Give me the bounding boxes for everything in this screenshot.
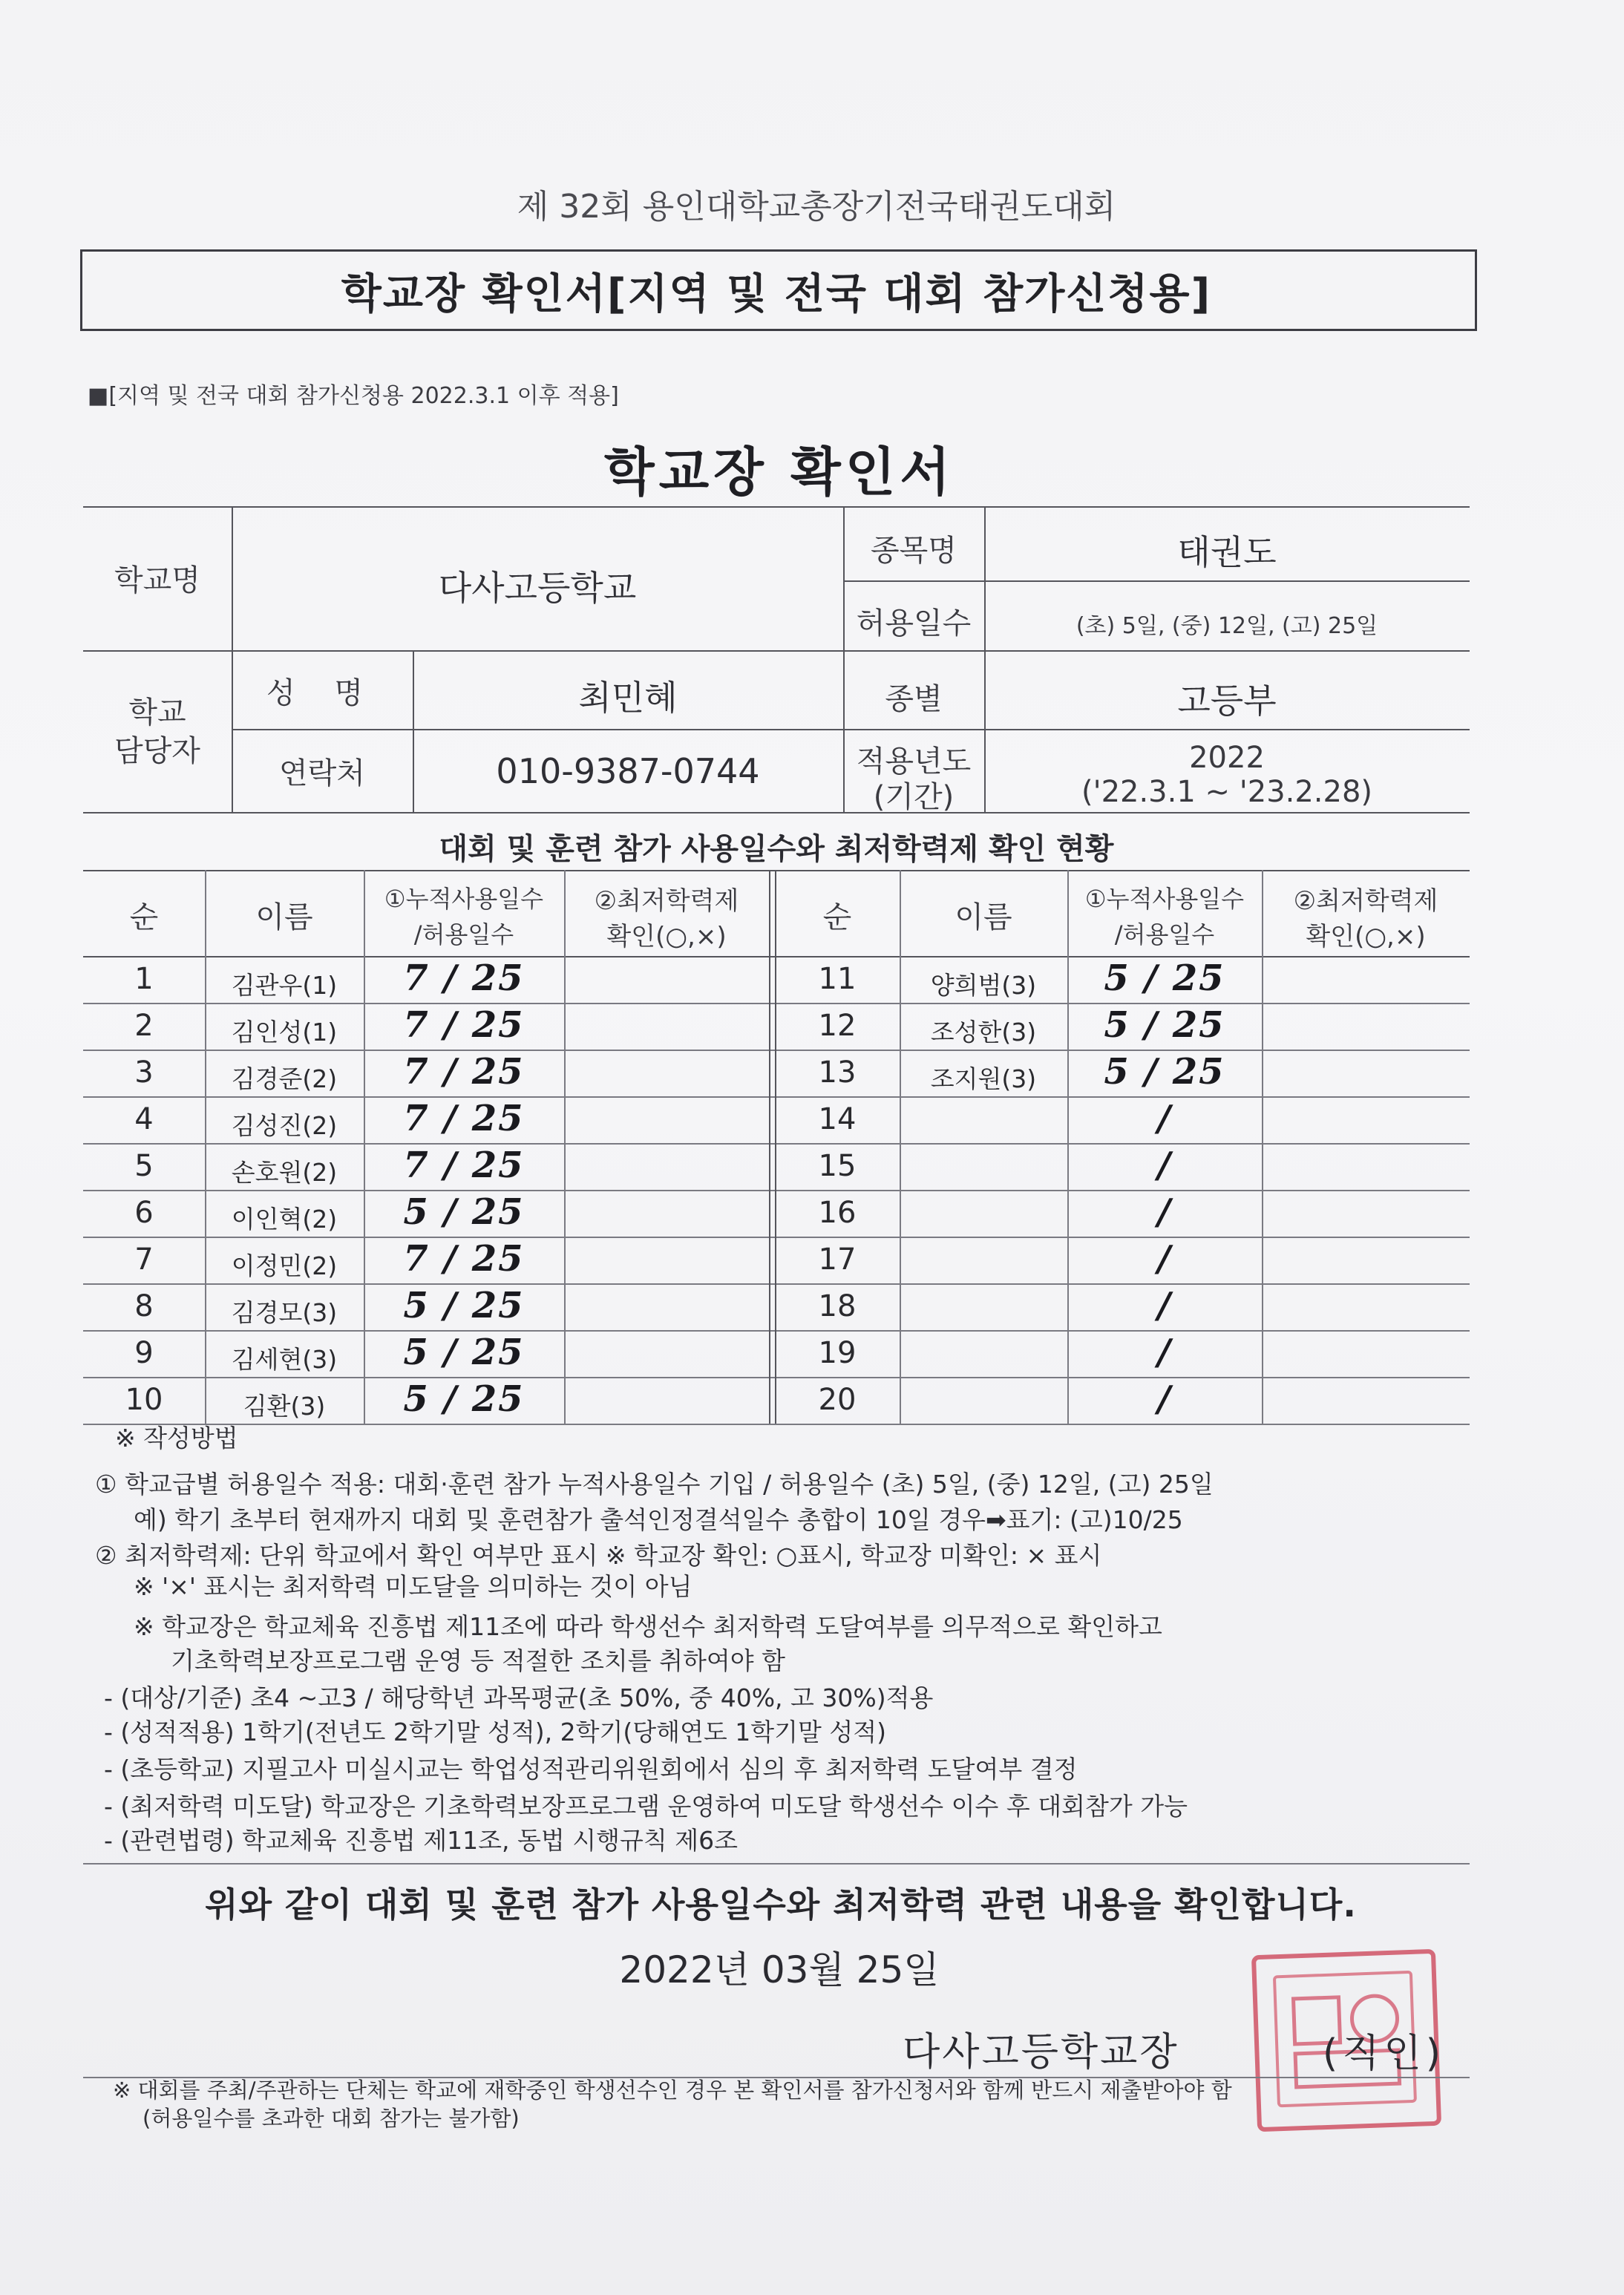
confirm-text: 위와 같이 대회 및 훈련 참가 사용일수와 최저학력 관련 내용을 확인합니다.	[205, 1885, 1357, 1925]
row-used-days: 7 / 25	[403, 1145, 525, 1186]
header-check-1: ②최저학력제	[1293, 886, 1438, 916]
row-used-days: /	[1157, 1378, 1172, 1420]
allowed-label: 허용일수	[856, 606, 972, 641]
row-number: 5	[134, 1149, 154, 1183]
header-check-2: 확인(○,×)	[606, 922, 727, 952]
row-number: 3	[134, 1055, 154, 1090]
year-value-2: ('22.3.1 ~ '23.2.28)	[1081, 775, 1373, 809]
sport-label: 종목명	[871, 534, 957, 568]
row-student-name: 김성진(2)	[231, 1111, 338, 1140]
row-student-name: 손호원(2)	[231, 1158, 338, 1187]
row-check-cell	[1262, 1096, 1470, 1143]
event-title: 제 32회 용인대학교총장기전국태권도대회	[517, 188, 1116, 226]
row-used-days: 7 / 25	[403, 1098, 525, 1139]
row-used-days: 5 / 25	[403, 1285, 525, 1326]
info-bottom-line	[83, 812, 1470, 813]
info-top-line	[83, 506, 1470, 508]
row-check-cell	[1262, 1237, 1470, 1283]
row-number: 4	[134, 1102, 154, 1136]
row-used-days: 7 / 25	[403, 957, 525, 999]
note-line-8: - (성적적용) 1학기(전년도 2학기말 성적), 2학기(당해연도 1학기말 성적)	[104, 1718, 887, 1746]
row-used-days: 7 / 25	[403, 1004, 525, 1046]
row-used-days: 5 / 25	[1104, 1051, 1225, 1093]
banner-title: 학교장 확인서[지역 및 전국 대회 참가신청용]	[341, 270, 1212, 318]
row-check-cell	[1262, 1050, 1470, 1096]
header-days-1: ①누적사용일수	[384, 885, 544, 913]
row-number: 2	[134, 1009, 154, 1043]
sport-value: 태권도	[1177, 532, 1277, 572]
row-check-cell	[564, 1190, 769, 1237]
row-student-name: 김경모(3)	[231, 1298, 338, 1327]
footer-note-1: ※ 대회를 주최/주관하는 단체는 학교에 재학중인 학생선수인 경우 본 확인서를 참가신청서와 함께 반드시 제출받아야 함	[113, 2078, 1232, 2103]
row-check-cell	[1262, 1003, 1470, 1050]
row-used-days: 5 / 25	[403, 1378, 525, 1420]
row-student-name: 김관우(1)	[231, 971, 338, 1000]
row-number: 13	[818, 1055, 857, 1090]
contact-value: 010-9387-0744	[496, 751, 760, 791]
allowed-value: (초) 5일, (중) 12일, (고) 25일	[1075, 613, 1378, 639]
row-number: 8	[134, 1289, 154, 1323]
row-used-days: /	[1157, 1285, 1172, 1326]
row-check-cell	[1262, 956, 1470, 1003]
header-check-1: ②최저학력제	[594, 886, 739, 916]
info-line-2	[83, 650, 1470, 652]
row-used-days: 7 / 25	[403, 1238, 525, 1280]
row-used-days: /	[1157, 1238, 1172, 1280]
row-student-name: 조성한(3)	[930, 1018, 1037, 1047]
row-student-name: 김환(3)	[243, 1392, 326, 1421]
row-check-cell	[564, 1330, 769, 1377]
school-value: 다사고등학교	[438, 568, 637, 608]
row-used-days: /	[1157, 1191, 1172, 1233]
header-days-2: /허용일수	[413, 920, 514, 949]
row-check-cell	[1262, 1377, 1470, 1424]
row-used-days: 5 / 25	[1104, 1004, 1225, 1046]
row-used-days: 5 / 25	[403, 1332, 525, 1373]
note-line-5: ※ 학교장은 학교체육 진흥법 제11조에 따라 학생선수 최저학력 도달여부를 의무적으로 확인하고	[134, 1612, 1162, 1641]
table-split-line-a	[769, 870, 770, 1424]
row-number: 17	[818, 1243, 857, 1277]
row-number: 15	[818, 1149, 857, 1183]
year-value-1: 2022	[1189, 741, 1265, 775]
row-used-days: 7 / 25	[403, 1051, 525, 1093]
note-line-3: ② 최저학력제: 단위 학교에서 확인 여부만 표시 ※ 학교장 확인: ○표시, 학교장 미확인: × 표시	[95, 1541, 1102, 1570]
row-number: 16	[818, 1196, 857, 1230]
note-line-7: - (대상/기준) 초4 ~고3 / 해당학년 과목평균(초 50%, 중 40%, 고 30%)적용	[104, 1683, 934, 1712]
date-text: 2022년 03월 25일	[619, 1948, 940, 1991]
row-check-cell	[1262, 1330, 1470, 1377]
row-student-name: 양희범(3)	[930, 971, 1037, 1000]
row-check-cell	[564, 1050, 769, 1096]
header-days-2: /허용일수	[1114, 920, 1215, 949]
row-number: 10	[125, 1383, 163, 1417]
row-number: 14	[818, 1102, 857, 1136]
row-number: 11	[818, 962, 857, 996]
info-line-3	[232, 729, 1470, 730]
seal-label: (직인)	[1323, 2032, 1446, 2076]
division-label: 종별	[885, 682, 943, 716]
row-used-days: /	[1157, 1098, 1172, 1139]
row-check-cell	[564, 1096, 769, 1143]
year-label-2: (기간)	[873, 780, 955, 814]
year-label-1: 적용년도	[856, 744, 972, 779]
table-row-line	[83, 1424, 1470, 1425]
row-student-name: 조지원(3)	[930, 1064, 1037, 1093]
division-value: 고등부	[1177, 681, 1277, 721]
note-line-2: 예) 학기 초부터 현재까지 대회 및 훈련참가 출석인정결석일수 총합이 10일 경우➡표기: (고)10/25	[134, 1505, 1183, 1534]
row-student-name: 이정민(2)	[231, 1251, 338, 1280]
row-number: 12	[818, 1009, 857, 1043]
row-check-cell	[564, 1377, 769, 1424]
row-check-cell	[564, 956, 769, 1003]
row-used-days: /	[1157, 1332, 1172, 1373]
doc-title: 학교장 확인서	[603, 442, 955, 502]
row-check-cell	[564, 1143, 769, 1190]
row-number: 18	[818, 1289, 857, 1323]
signer-name: 다사고등학교장	[903, 2030, 1179, 2075]
row-number: 1	[134, 962, 154, 996]
row-number: 6	[134, 1196, 154, 1230]
header-no: 순	[822, 900, 852, 934]
row-check-cell	[1262, 1190, 1470, 1237]
note-line-6: 기초학력보장프로그램 운영 등 적절한 조치를 취하여야 함	[171, 1646, 786, 1675]
row-student-name: 김경준(2)	[231, 1064, 338, 1093]
row-used-days: 5 / 25	[403, 1191, 525, 1233]
section-title: 대회 및 훈련 참가 사용일수와 최저학력제 확인 현황	[439, 832, 1114, 866]
footer-note-2: (허용일수를 초과한 대회 참가는 불가함)	[143, 2106, 520, 2131]
header-check-2: 확인(○,×)	[1306, 922, 1426, 952]
row-used-days: 5 / 25	[1104, 957, 1225, 999]
contact-label: 연락처	[279, 756, 365, 790]
table-col-line	[900, 870, 901, 1424]
name-label: 성 명	[266, 676, 378, 710]
note-line-1: ① 학교급별 허용일수 적용: 대회·훈련 참가 누적사용일수 기입 / 허용일수 (초) 5일, (중) 12일, (고) 25일	[95, 1470, 1214, 1499]
row-student-name: 이인혁(2)	[231, 1205, 338, 1234]
header-name: 이름	[955, 900, 1012, 934]
note-line-11: - (관련법령) 학교체육 진흥법 제11조, 동법 시행규칙 제6조	[104, 1826, 738, 1855]
row-check-cell	[1262, 1283, 1470, 1330]
header-no: 순	[129, 900, 159, 934]
notes-heading: ※ 작성방법	[115, 1424, 238, 1453]
header-days-1: ①누적사용일수	[1084, 885, 1245, 913]
row-number: 19	[818, 1336, 857, 1370]
row-student-name: 김인성(1)	[231, 1018, 338, 1047]
row-number: 7	[134, 1243, 154, 1277]
row-check-cell	[564, 1003, 769, 1050]
row-check-cell	[564, 1283, 769, 1330]
header-name: 이름	[255, 900, 313, 934]
row-student-name: 김세현(3)	[231, 1345, 338, 1374]
row-used-days: /	[1157, 1145, 1172, 1186]
note-line-10: - (최저학력 미도달) 학교장은 기초학력보장프로그램 운영하여 미도달 학생선수 이수 후 대회참가 가능	[104, 1792, 1188, 1821]
manager-label-1: 학교	[128, 695, 186, 730]
name-value: 최민혜	[578, 678, 678, 718]
school-label: 학교명	[114, 563, 200, 598]
note-line-9: - (초등학교) 지필고사 미실시교는 학업성적관리위원회에서 심의 후 최저학력 도달여부 결정	[104, 1755, 1078, 1784]
row-check-cell	[564, 1237, 769, 1283]
note-line-4: ※ '×' 표시는 최저학력 미도달을 의미하는 것이 아님	[134, 1572, 693, 1601]
row-number: 20	[818, 1383, 857, 1417]
row-number: 9	[134, 1336, 154, 1370]
info-mid-line	[843, 580, 1470, 582]
row-check-cell	[1262, 1143, 1470, 1190]
form-note: ■[지역 및 전국 대회 참가신청용 2022.3.1 이후 적용]	[88, 383, 619, 409]
manager-label-2: 담당자	[114, 734, 200, 768]
notes-bottom-line	[83, 1863, 1470, 1865]
